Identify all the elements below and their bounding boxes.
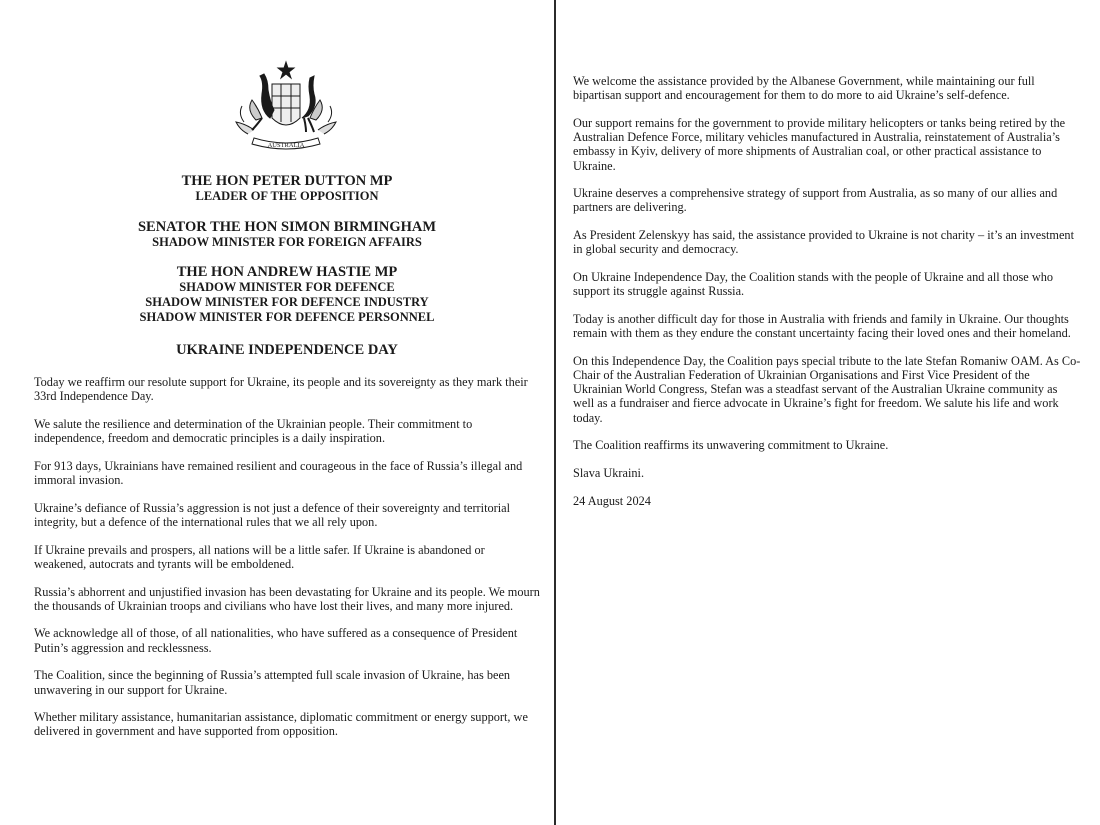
paragraph: Ukraine deserves a comprehensive strategy of support from Australia, as so many of our allies and partners are delivering. — [573, 186, 1058, 215]
paragraph: Whether military assistance, humanitarian assistance, diplomatic commitment or energy support, we delivered in government and have supported from opposition. — [34, 710, 528, 739]
member-role: LEADER OF THE OPPOSITION — [195, 189, 379, 203]
document-title: UKRAINE INDEPENDENCE DAY — [176, 342, 398, 358]
paragraph: We acknowledge all of those, of all nationalities, who have suffered as a consequence of President Putin’s aggression and recklessness. — [34, 626, 518, 655]
paragraph: On Ukraine Independence Day, the Coalition stands with the people of Ukraine and all those who support its struggle against Russia. — [573, 270, 1054, 299]
member-role: SHADOW MINISTER FOR FOREIGN AFFAIRS — [152, 235, 422, 249]
member-role: SHADOW MINISTER FOR DEFENCE — [179, 280, 395, 294]
member-role: SHADOW MINISTER FOR DEFENCE PERSONNEL — [139, 310, 435, 324]
paragraph: Ukraine’s defiance of Russia’s aggression is not just a defence of their sovereignty and territorial integrity, but a defence of the international rules that we all rely upon. — [34, 500, 511, 529]
paragraph: As President Zelenskyy has said, the assistance provided to Ukraine is not charity – it’s an investment in global security and democracy. — [573, 228, 1074, 257]
paragraph: The Coalition reaffirms its unwavering commitment to Ukraine. — [573, 438, 889, 453]
member-role: SHADOW MINISTER FOR DEFENCE INDUSTRY — [145, 295, 429, 309]
page-divider — [554, 0, 556, 825]
coat-of-arms-icon — [216, 60, 356, 156]
member-name: SENATOR THE HON SIMON BIRMINGHAM — [137, 219, 437, 235]
paragraph: For 913 days, Ukrainians have remained resilient and courageous in the face of Russia’s illegal and immoral invasion. — [34, 458, 523, 488]
paragraph: Today we reaffirm our resolute support for Ukraine, its people and its sovereignty as they mark their 33rd Independence Day. — [34, 375, 528, 404]
header-member-hastie — [34, 265, 540, 325]
header-member-birmingham — [34, 220, 540, 250]
paragraph: Slava Ukraini. — [573, 466, 645, 481]
paragraph: We welcome the assistance provided by the Albanese Government, while maintaining our full bipartisan support and encouragement for them to do more to aid Ukraine’s self-defence. — [573, 74, 1035, 103]
paragraph: Today is another difficult day for those in Australia with friends and family in Ukraine. Our thoughts remain with them as they endure the constant uncertainty facing their loved ones and their homeland. — [573, 311, 1071, 341]
member-name: THE HON ANDREW HASTIE MP — [176, 264, 398, 280]
paragraph: If Ukraine prevails and prospers, all nations will be a little safer. If Ukraine is abandoned or weakened, autocrats and tyrants will be emboldened. — [34, 542, 485, 571]
paragraph: On this Independence Day, the Coalition pays special tribute to the late Stefan Romaniw OAM. As Co-Chair of the Australian Federation of Ukrainian Organisations and First Vice President of the Ukrainian World Congress, Stefan was a steadfast servant of the Australian Ukraine community as well as a fundraiser and fierce advocate in Ukraine’s fight for freedom. We salute his life and work today. — [573, 353, 1081, 425]
paragraph: Our support remains for the government to provide military helicopters or tanks being retired by the Australian Defence Force, military vehicles manufactured in Australia, reinstatement of Australia’s embassy in Kyiv, delivery of more shipments of Australian coal, or other practical assistance to Ukraine. — [573, 115, 1066, 173]
paragraph: The Coalition, since the beginning of Russia’s attempted full scale invasion of Ukraine, has been unwavering in our support for Ukraine. — [34, 668, 511, 697]
right-column — [573, 74, 1081, 521]
date-line: 24 August 2024 — [573, 493, 651, 508]
paragraph: We salute the resilience and determination of the Ukrainian people. Their commitment to independence, freedom and democratic principles is a daily inspiration. — [34, 416, 473, 446]
left-body-text — [34, 375, 540, 752]
member-name: THE HON PETER DUTTON MP — [181, 173, 393, 189]
paragraph: Russia’s abhorrent and unjustified invasion has been devastating for Ukraine and its people. We mourn the thousands of Ukrainian troops and civilians who have lost their lives, and many more injured. — [34, 584, 540, 613]
header-member-dutton — [34, 174, 540, 204]
svg-text:AUSTRALIA: AUSTRALIA — [267, 142, 305, 149]
